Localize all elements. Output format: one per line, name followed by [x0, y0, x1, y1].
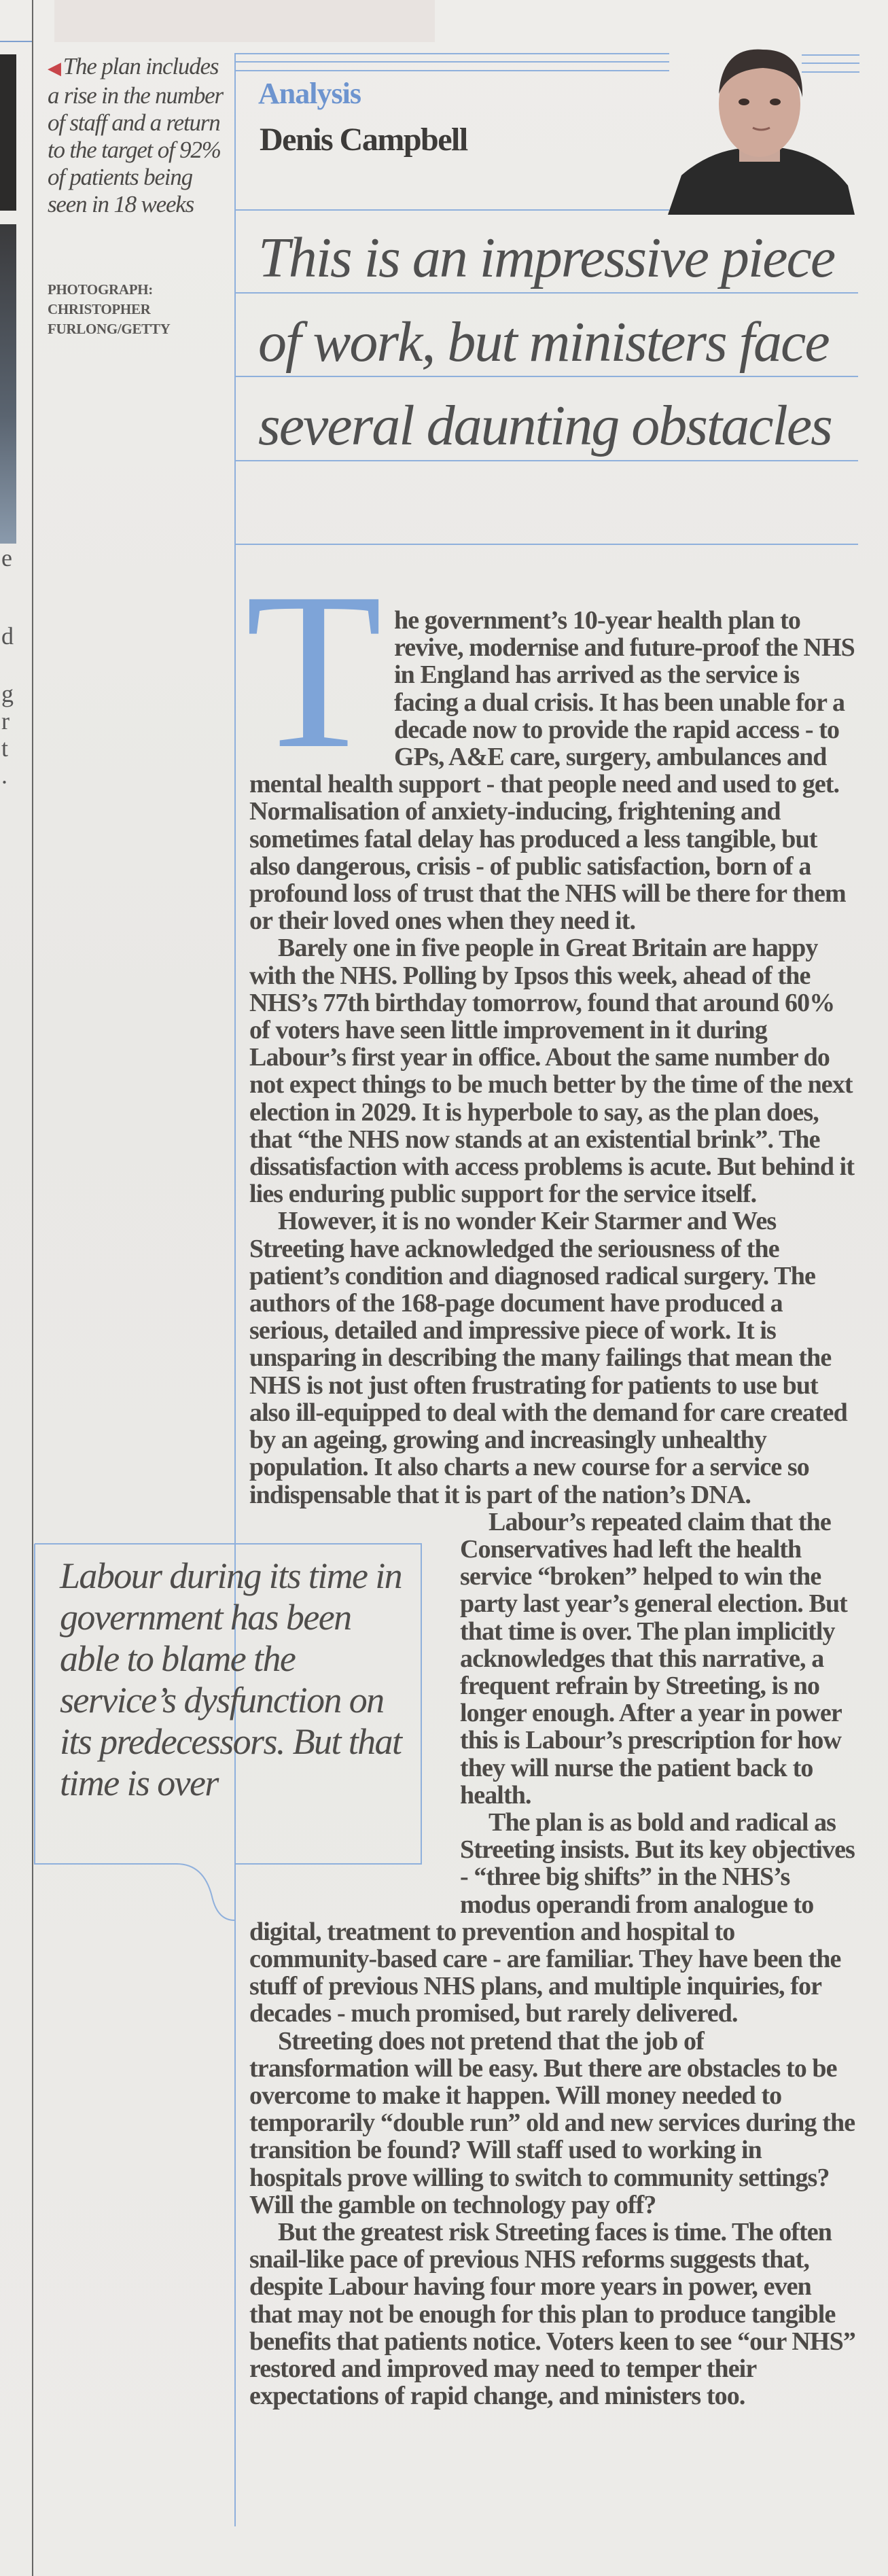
- paragraph: But the greatest risk Streeting faces is time. The often snail-like pace of previous NHS reforms suggests that, despite Labour having four more years in power, even that may not be enough for this plan to produce tangible benefits that patients notice. Voters keen to see “our NHS” restored and improved may need to temper their expectations of rapid change, and ministers too.: [249, 2217, 855, 2411]
- section-kicker: Analysis: [258, 77, 361, 110]
- paragraph: Labour’s repeated claim that the Conservatives had left the health service “broken” helped to win the party last year’s general election. But that time is over. The plan implicitly acknowledges that this narrative, a frequent refrain by Streeting, is no longer enough. After a year in power this is Labour’s prescription for how they will nurse the patient back to health.: [460, 1507, 847, 1810]
- caption-text: The plan includes a rise in the number of staff and a return to the target of 92% of patients being seen in 18 weeks: [48, 53, 223, 217]
- column-divider: [32, 0, 33, 2576]
- headline-rule: [234, 544, 858, 545]
- header-rule: [234, 53, 669, 54]
- adjacent-text-fragment: r: [1, 707, 10, 735]
- left-column-rule-top: [0, 41, 32, 42]
- header-bottom-rule: [234, 209, 669, 211]
- article-left-rule: [234, 53, 236, 2526]
- adjacent-text-fragment: t: [1, 735, 9, 762]
- paragraph: The plan is as bold and radical as Streeting insists. But its key objectives - “three big shifts” in the NHS’s modus operandi from analogue to digital, treatment to prevention and hospital to community-based care - are familiar. They have been the stuff of previous NHS plans, and multiple inquiries, for decades - much promised, but rarely delivered.: [249, 1807, 855, 2028]
- drop-cap: T: [245, 547, 382, 795]
- adjacent-text-fragment: g: [1, 680, 14, 707]
- bleed-through-shadow: [54, 0, 435, 42]
- adjacent-text-fragment: .: [1, 762, 7, 789]
- paragraph: he government’s 10-year health plan to revive, modernise and future-proof the NHS in England has arrived as the service is facing a dual crisis. It has been unable for a decade now to provide the rapid access - to GPs, A&E care, surgery, ambulances and mental health support - that people need and used to get. Normalisation of anxiety-inducing, frightening and sometimes fatal delay has produced a less tangible, but also dangerous, crisis - of public satisfaction, born of a profound loss of trust that the NHS will be there for them or their loved ones when they need it.: [249, 606, 855, 936]
- headline: This is an impressive piece of work, but ministers face several daunting obstacles: [258, 226, 835, 457]
- photo-caption: [48, 53, 231, 218]
- paragraph: Streeting does not pretend that the job of transformation will be easy. But there are obstacles to be overcome to make it happen. Will money needed to temporarily “double run” old and new services during the transition be found? Will staff used to working in hospitals prove willing to switch to community settings? Will the gamble on technology pay off?: [249, 2026, 855, 2219]
- adjacent-text-fragment: d: [1, 622, 14, 650]
- adjacent-photo-edge: [0, 224, 16, 544]
- pull-quote-text: Labour during its time in government has been able to blame the service’s dysfunction on its predecessors. But that time is over: [60, 1555, 402, 1803]
- header-rule: [234, 70, 669, 71]
- headline-rule: [234, 292, 858, 294]
- photo-credit: PHOTOGRAPH: CHRISTOPHER FURLONG/GETTY: [48, 281, 171, 337]
- adjacent-photo-edge: [0, 54, 16, 211]
- author-byline: Denis Campbell: [260, 122, 467, 158]
- headline-rule: [234, 460, 858, 461]
- pull-quote: [34, 1543, 421, 1864]
- article-body: [245, 547, 855, 2411]
- paragraph: Barely one in five people in Great Britain are happy with the NHS. Polling by Ipsos this week, ahead of the NHS’s 77th birthday tomorrow, found that around 60% of voters have seen little improvement in it during Labour’s first year in office. About the same number do not expect things to be much better by the time of the next election in 2029. It is hyperbole to say, as the plan does, that “the NHS now stands at an existential brink”. The dissatisfaction with access problems is acute. But behind it lies enduring public support for the service itself.: [249, 934, 855, 1209]
- headline-rule: [234, 376, 858, 377]
- left-triangle-icon: ◀: [48, 58, 60, 78]
- author-portrait: [668, 39, 858, 215]
- paragraph: However, it is no wonder Keir Starmer and Wes Streeting have acknowledged the seriousness of the patient’s condition and diagnosed radical surgery. The authors of the 168-page document have produced a serious, detailed and impressive piece of work. It is unsparing in describing the many failings that mean the NHS is not just often frustrating for patients to use but also ill-equipped to deal with the demand for care created by an ageing, growing and increasingly unhealthy population. It also charts a new course for a service so indispensable that it is part of the nation’s DNA.: [249, 1207, 847, 1509]
- header-rule: [234, 61, 669, 63]
- adjacent-text-fragment: e: [1, 544, 12, 571]
